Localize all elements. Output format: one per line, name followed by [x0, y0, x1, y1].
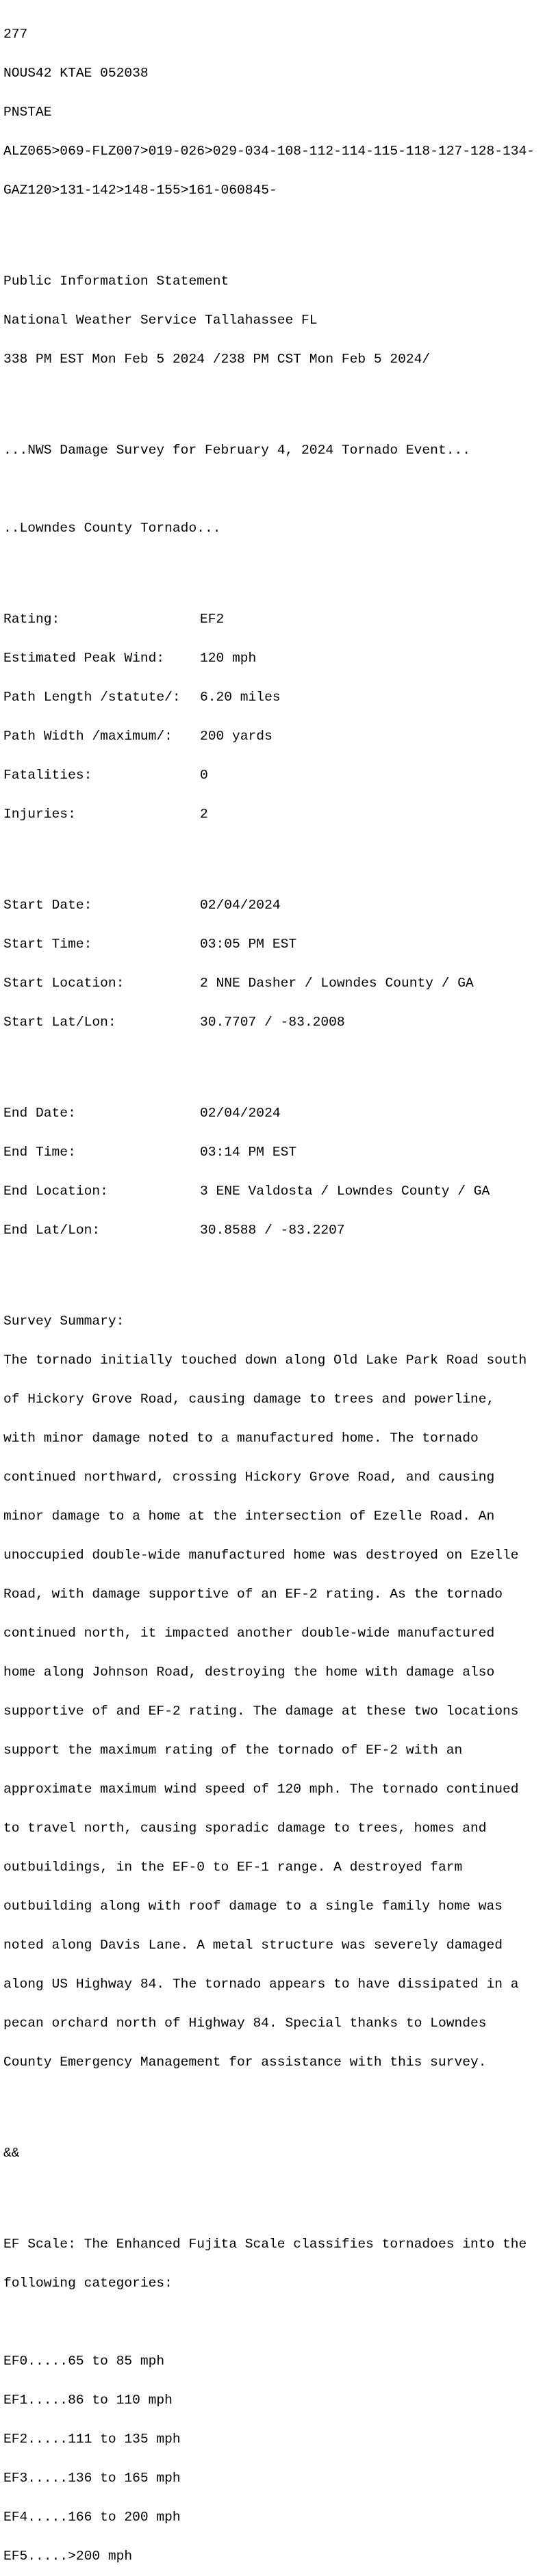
separator: && — [3, 2146, 20, 2161]
end-label: End Time: — [3, 1145, 76, 1160]
stat-injuries — [3, 808, 535, 821]
stat-label: Path Width /maximum/: — [3, 729, 173, 744]
end-lat-lon — [3, 1224, 535, 1237]
ef-category: EF2.....111 to 135 mph — [3, 2432, 181, 2447]
start-date — [3, 899, 535, 912]
end-location — [3, 1185, 535, 1198]
summary-line: along US Highway 84. The tornado appears to have dissipated in a — [3, 1977, 519, 1992]
summary-line: The tornado initially touched down along Old Lake Park Road south — [3, 1353, 527, 1368]
ef-scale-intro: following categories: — [3, 2276, 173, 2291]
end-value: 30.8588 / -83.2207 — [200, 1223, 345, 1238]
stat-rating — [3, 613, 535, 626]
summary-line: County Emergency Management for assistance with this survey. — [3, 2055, 487, 2070]
blank-line — [3, 223, 535, 236]
summary-line: approximate maximum wind speed of 120 mph. The tornado continued — [3, 1782, 519, 1797]
header-line: 277 — [3, 27, 28, 42]
end-label: End Date: — [3, 1106, 76, 1121]
start-label: Start Date: — [3, 898, 92, 913]
stat-path-length — [3, 691, 535, 704]
header-line: ALZ065>069-FLZ007>019-026>029-034-108-112-114-115-118-127-128-134- — [3, 144, 535, 159]
end-date — [3, 1107, 535, 1120]
summary-line: home along Johnson Road, destroying the home with damage also — [3, 1665, 495, 1680]
end-time — [3, 1146, 535, 1159]
stat-value: 0 — [200, 768, 208, 783]
ef-category: EF5.....>200 mph — [3, 2549, 133, 2564]
end-value: 03:14 PM EST — [200, 1145, 297, 1160]
end-value: 02/04/2024 — [200, 1106, 281, 1121]
stat-label: Fatalities: — [3, 768, 92, 783]
summary-line: continued north, it impacted another double-wide manufactured — [3, 1626, 495, 1641]
blank-line — [3, 2316, 535, 2329]
start-value: 2 NNE Dasher / Lowndes County / GA — [200, 976, 474, 991]
stat-value: EF2 — [200, 612, 225, 627]
summary-line: with minor damage noted to a manufactured home. The tornado — [3, 1431, 479, 1446]
summary-line: outbuildings, in the EF-0 to EF-1 range. A destroyed farm — [3, 1860, 463, 1875]
stat-value: 2 — [200, 807, 208, 822]
stat-label: Injuries: — [3, 807, 76, 822]
stat-label: Path Length /statute/: — [3, 690, 181, 705]
ef-scale-intro: EF Scale: The Enhanced Fujita Scale classifies tornadoes into the — [3, 2237, 527, 2252]
ef-category: EF0.....65 to 85 mph — [3, 2354, 165, 2369]
summary-line: unoccupied double-wide manufactured home was destroyed on Ezelle — [3, 1548, 519, 1563]
start-location — [3, 977, 535, 990]
end-label: End Lat/Lon: — [3, 1223, 101, 1238]
issued-time: 338 PM EST Mon Feb 5 2024 /238 PM CST Mon Feb 5 2024/ — [3, 352, 431, 367]
summary-line: support the maximum rating of the tornado of EF-2 with an — [3, 1743, 463, 1758]
ef-category: EF1.....86 to 110 mph — [3, 2393, 173, 2408]
statement-title: Public Information Statement — [3, 274, 229, 289]
header-line: PNSTAE — [3, 105, 52, 120]
issuing-office: National Weather Service Tallahassee FL — [3, 313, 318, 328]
end-label: End Location: — [3, 1184, 108, 1199]
blank-line — [3, 561, 535, 574]
summary-line: supportive of and EF-2 rating. The damage at these two locations — [3, 1704, 519, 1719]
blank-line — [3, 483, 535, 496]
ef-category: EF3.....136 to 165 mph — [3, 2471, 181, 2486]
public-information-statement — [3, 2, 535, 2576]
blank-line — [3, 392, 535, 405]
blank-line — [3, 1263, 535, 1276]
subheadline: ..Lowndes County Tornado... — [3, 521, 221, 536]
headline: ...NWS Damage Survey for February 4, 2024 Tornado Event... — [3, 443, 470, 458]
end-value: 3 ENE Valdosta / Lowndes County / GA — [200, 1184, 490, 1199]
summary-line: minor damage to a home at the intersection of Ezelle Road. An — [3, 1509, 495, 1524]
header-line: GAZ120>131-142>148-155>161-060845- — [3, 183, 277, 198]
start-time — [3, 938, 535, 951]
summary-heading: Survey Summary: — [3, 1314, 125, 1329]
blank-line — [3, 2095, 535, 2108]
stat-fatalities — [3, 769, 535, 782]
blank-line — [3, 1055, 535, 1068]
start-lat-lon — [3, 1016, 535, 1029]
header-line: NOUS42 KTAE 052038 — [3, 66, 149, 81]
start-value: 03:05 PM EST — [200, 937, 297, 952]
blank-line — [3, 847, 535, 860]
stat-value: 200 yards — [200, 729, 272, 744]
stat-label: Estimated Peak Wind: — [3, 651, 165, 666]
stat-label: Rating: — [3, 612, 60, 627]
summary-line: pecan orchard north of Highway 84. Special thanks to Lowndes — [3, 2016, 487, 2031]
stat-value: 6.20 miles — [200, 690, 281, 705]
start-label: Start Time: — [3, 937, 92, 952]
stat-path-width — [3, 730, 535, 743]
start-value: 30.7707 / -83.2008 — [200, 1015, 345, 1030]
summary-line: Road, with damage supportive of an EF-2 rating. As the tornado — [3, 1587, 503, 1602]
blank-line — [3, 2186, 535, 2199]
summary-line: of Hickory Grove Road, causing damage to trees and powerline, — [3, 1392, 495, 1407]
summary-line: outbuilding along with roof damage to a single family home was — [3, 1899, 503, 1914]
ef-category: EF4.....166 to 200 mph — [3, 2510, 181, 2525]
stat-peak-wind — [3, 652, 535, 665]
start-label: Start Location: — [3, 976, 125, 991]
start-value: 02/04/2024 — [200, 898, 281, 913]
summary-line: noted along Davis Lane. A metal structure was severely damaged — [3, 1938, 503, 1953]
summary-line: to travel north, causing sporadic damage to trees, homes and — [3, 1821, 487, 1836]
summary-line: continued northward, crossing Hickory Grove Road, and causing — [3, 1470, 495, 1485]
stat-value: 120 mph — [200, 651, 257, 666]
start-label: Start Lat/Lon: — [3, 1015, 116, 1030]
